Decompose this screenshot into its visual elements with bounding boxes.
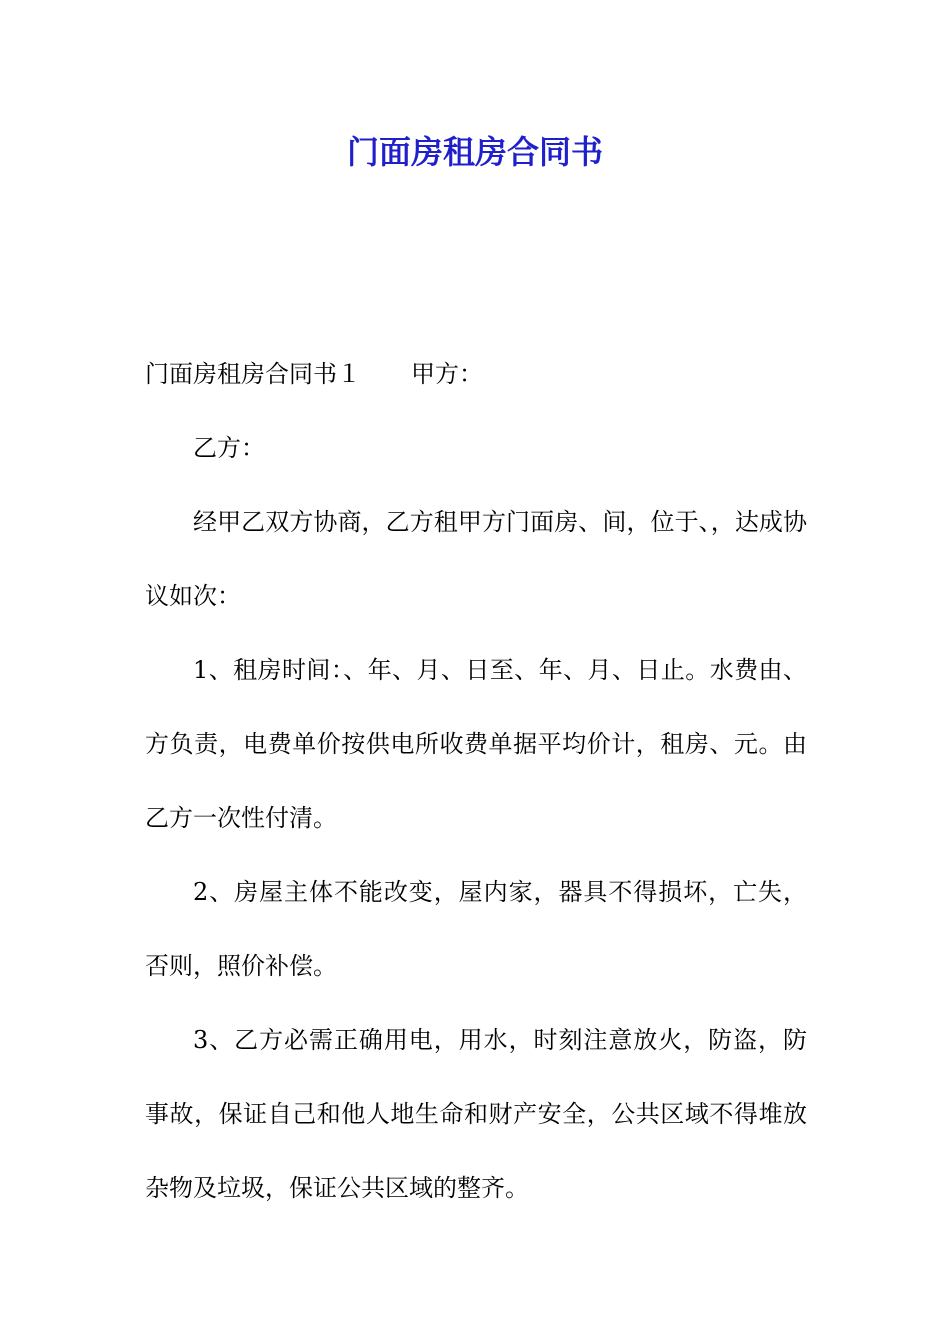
clause-3: 3、乙方必需正确用电，用水，时刻注意放火，防盗，防事故，保证自己和他人地生命和财产安全，公共区域不得堆放杂物及垃圾，保证公共区域的整齐。 (145, 1026, 807, 1202)
document-title: 门面房租房合同书 (346, 133, 603, 171)
contract-heading-label: 门面房租房合同书１ (145, 360, 361, 388)
intro-paragraph: 经甲乙双方协商，乙方租甲方门面房、间，位于、，达成协议如次： (145, 508, 807, 610)
party-b-label: 乙方： (193, 434, 265, 462)
party-a-label: 甲方： (411, 360, 483, 388)
clause-1: 1、租房时间：、年、月、日至、年、月、日止。水费由、方负责，电费单价按供电所收费单据平均价计，租房、元。由乙方一次性付清。 (145, 656, 807, 832)
clause-2: 2、房屋主体不能改变，屋内家，器具不得损坏，亡失，否则，照价补偿。 (145, 878, 807, 980)
heading-line (145, 337, 807, 411)
document-body (145, 337, 807, 1225)
